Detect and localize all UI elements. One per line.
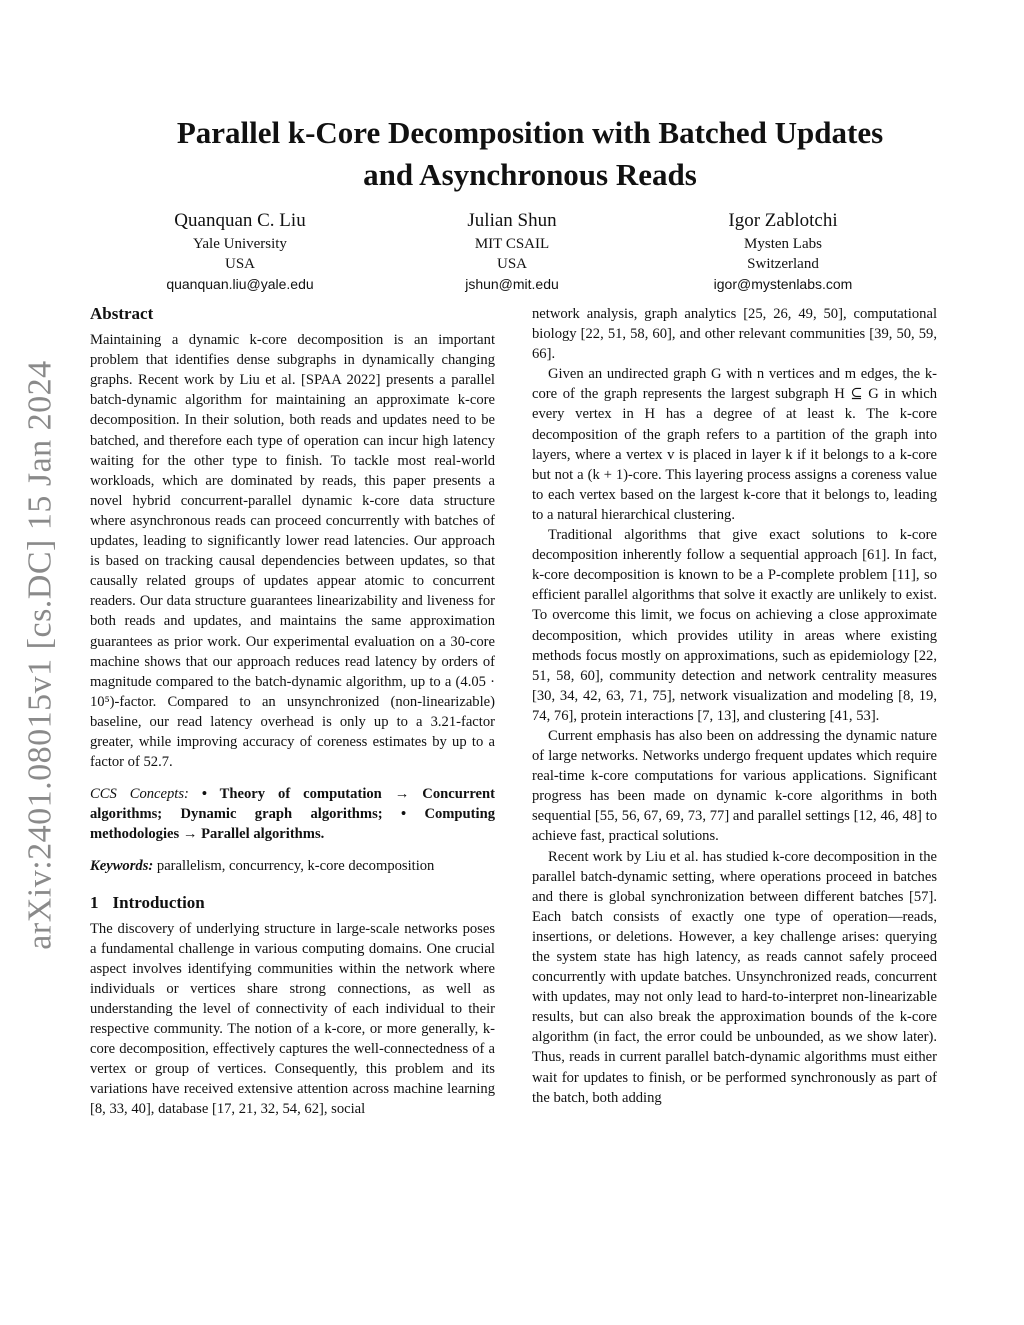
abstract-text: Maintaining a dynamic k-core decomposition is an important problem that identifies dense subgraphs in dynamically changing graphs. Recent work by Liu et al. [SPAA 2022] presents a parallel batch-dynamic algorithm for maintaining an approximate k-core decomposition. In their solution, both reads and updates need to be batched, and therefore each type of operation can incur high latency waiting for the other type to finish. To tackle most real-world workloads, which are dominated by reads, this paper presents a novel hybrid concurrent-parallel dynamic k-core data structure where asynchronous reads can proceed concurrently with batches of updates, leading to significantly lower read latencies. Our approach is based on tracking causal dependencies between updates, so that causally related groups of updates appear atomic to concurrent readers. Our data structure guarantees linearizability and liveness for both reads and updates, and maintains the same approximation guarantees as prior work. Our experimental evaluation on a 30-core machine shows that our approach reduces read latency by orders of magnitude compared to the batch-dynamic algorithm, up to a (4.05 · 10⁵)-factor. Compared to an unsynchronized (non-linearizable) baseline, our read latency overhead is only up to a 3.21-factor greater, while improving accuracy of coreness estimates by up to a factor of 52.7.	[90, 332, 495, 771]
intro-paragraph-2: Given an undirected graph G with n vertices and m edges, the k-core of the graph represents the largest subgraph H ⊆ G in which every vertex in H has a degree of at least k. The k-core decomposition of the graph refers to a partition of the graph into layers, where a vertex v is placed in layer k if it belongs to a k-core but not a (k + 1)-core. This layering process assigns a coreness value to each vertex based on the largest k-core that it belongs to, leading to a natural hierarchical clustering.	[532, 366, 937, 523]
author-2	[362, 208, 662, 294]
author-1	[90, 208, 390, 294]
abstract-heading: Abstract	[90, 304, 154, 323]
intro-paragraph-4: Current emphasis has also been on addressing the dynamic nature of large networks. Networks undergo frequent updates which require real-time k-core computations for various applications. Significant progress has been made on dynamic k-core algorithms in both sequential [55, 56, 67, 69, 73, 77] and parallel settings [12, 46, 48] to achieve fast, practical solutions.	[532, 727, 937, 845]
intro-paragraph-5: Recent work by Liu et al. has studied k-core decomposition in the parallel batch-dynamic setting, where operations proceed in batches and there is global synchronization between different batches [57]. Each batch consists of exactly one type of operation—reads, insertions, or deletions. However, a key challenge arises: querying the system state has high latency, as reads cannot safely proceed concurrently with update batches. Unsynchronized reads, concurrent with updates, may not only lead to hard-to-interpret non-linearizable results, but can also break the approximation bounds of the k-core algorithm (in fact, the error could be unbounded, as we show later). Thus, reads in current parallel batch-dynamic algorithms must either wait for updates to finish, or be performed synchronously as part of the batch, both adding	[532, 848, 937, 1106]
arxiv-id-text: arXiv:2401.08015v1 [cs.DC] 15 Jan 2024	[22, 360, 60, 950]
author-email[interactable]: quanquan.liu@yale.edu	[166, 276, 314, 292]
author-affiliation: MIT CSAIL	[474, 236, 550, 252]
author-3	[633, 208, 933, 294]
title-line-1: Parallel k-Core Decomposition with Batched Updates	[176, 115, 884, 150]
arxiv-identifier	[14, 360, 68, 950]
author-affiliation: Mysten Labs	[744, 236, 822, 252]
author-country: Switzerland	[747, 256, 819, 272]
author-block	[90, 208, 970, 298]
title-line-2: and Asynchronous Reads	[363, 157, 697, 192]
author-country: USA	[224, 256, 255, 272]
author-email[interactable]: igor@mystenlabs.com	[713, 276, 853, 292]
section-title: Introduction	[112, 892, 205, 912]
author-country: USA	[496, 256, 527, 272]
keywords-text: parallelism, concurrency, k-core decomposition	[153, 858, 435, 875]
keywords	[90, 856, 495, 876]
author-name: Quanquan C. Liu	[174, 210, 306, 231]
intro-paragraph-1: The discovery of underlying structure in large-scale networks poses a fundamental challenge in various computing domains. One crucial aspect involves identifying communities within the network where individuals or vertices share strong connections, as well as understanding the level of connectivity of each individual to their respective community. The notion of a k-core, or more generally, k-core decomposition, effectively captures the well-connectedness of a vertex or group of vertices. Consequently, this problem and its variations have received extensive attention across machine learning [8, 33, 40], database [17, 21, 32, 54, 62], social	[90, 920, 495, 1118]
section-heading-introduction	[90, 893, 495, 913]
author-name: Igor Zablotchi	[728, 210, 838, 231]
author-name: Julian Shun	[467, 210, 557, 231]
section-number: 1	[90, 892, 99, 912]
ccs-concepts	[90, 784, 495, 844]
paper-title	[80, 112, 980, 196]
author-affiliation: Yale University	[193, 236, 287, 252]
intro-paragraph-1-continued: network analysis, graph analytics [25, 26, 49, 50], computational biology [22, 51, 58, 60], and other relevant communities [39, 50, 59, 66].	[532, 306, 937, 363]
left-column	[90, 304, 495, 1120]
intro-paragraph-3: Traditional algorithms that give exact solutions to k-core decomposition inherently follow a sequential approach [61]. In fact, k-core decomposition is known to be a P-complete problem [11], so efficient parallel algorithms that solve it exactly are unlikely to exist. To overcome this limit, we focus on achieving a close approximate decomposition, which provides utility in areas where existing methods focus mostly on approximations, such as epidemiology [22, 51, 58, 60], community detection and network centrality measures [30, 34, 42, 63, 71, 75], network visualization and modeling [8, 19, 74, 76], protein interactions [7, 13], and clustering [41, 53].	[532, 527, 937, 724]
author-email[interactable]: jshun@mit.edu	[465, 276, 559, 292]
keywords-label: Keywords:	[90, 858, 154, 875]
right-column	[532, 304, 937, 1108]
ccs-text: • Theory of computation → Concurrent algorithms; Dynamic graph algorithms; • Computing methodologies → Parallel algorithms.	[90, 786, 495, 843]
ccs-label: CCS Concepts:	[90, 786, 189, 803]
